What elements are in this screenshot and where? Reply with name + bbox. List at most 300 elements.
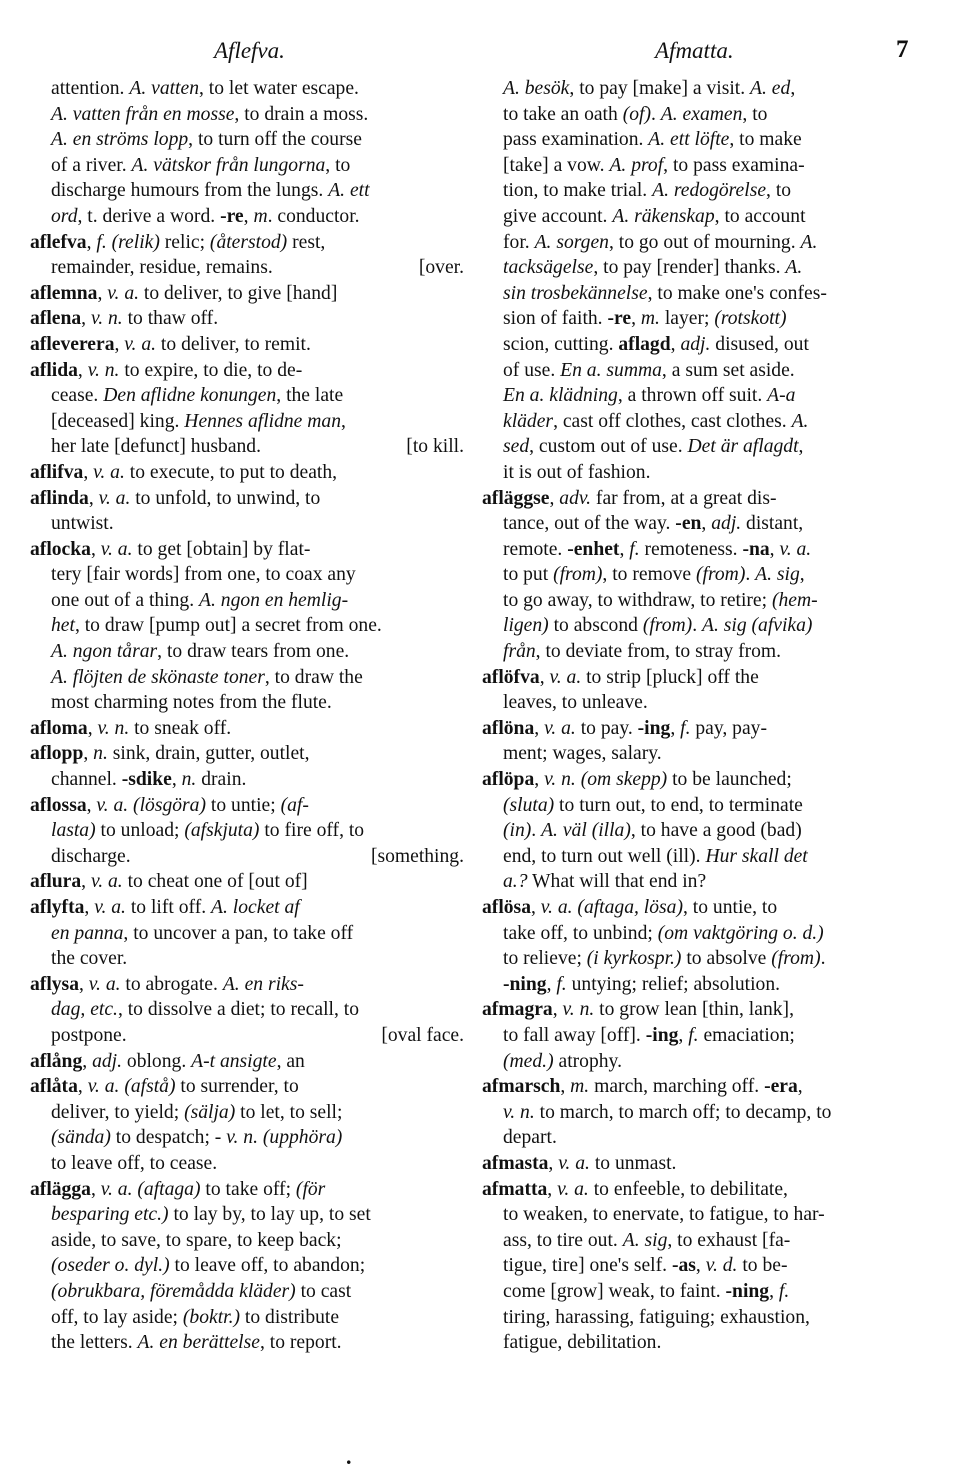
- text: , t. derive a word.: [77, 205, 221, 227]
- text: to leave off, to abandon;: [169, 1255, 366, 1277]
- entry-headword-line: [482, 767, 910, 793]
- text: , to account: [714, 205, 806, 227]
- italic-text: v. n.: [87, 359, 120, 381]
- text: ,: [670, 717, 681, 739]
- headword: aflinda: [30, 487, 89, 509]
- text: , to make: [729, 129, 802, 151]
- headword: -en: [675, 513, 702, 535]
- entry-line: [30, 153, 464, 179]
- italic-text: ligen): [503, 615, 549, 637]
- entry-headword-line: [482, 486, 910, 512]
- entry-line: [482, 76, 910, 102]
- italic-text: adv.: [559, 487, 592, 509]
- text: ,: [547, 1178, 558, 1200]
- italic-text: A. vatten från en mosse: [51, 103, 235, 125]
- italic-text: v. n.: [97, 717, 130, 739]
- italic-text: dag, etc.: [51, 999, 118, 1021]
- text: , the late: [276, 385, 344, 407]
- entry-line: [482, 741, 910, 767]
- headword: afmatta: [482, 1178, 548, 1200]
- text: to lift off.: [125, 897, 212, 918]
- entry-headword-line: [30, 793, 464, 819]
- headword: aflifva: [30, 461, 84, 483]
- text: ,: [539, 666, 550, 688]
- text: .: [692, 615, 702, 637]
- headword: aflöfva: [482, 666, 540, 688]
- italic-text: Hur skall det: [705, 845, 808, 867]
- text: ,: [530, 897, 541, 918]
- text: of use.: [503, 359, 561, 381]
- text: sink, drain, gutter, outlet,: [107, 743, 310, 765]
- text: to cast: [295, 1280, 352, 1302]
- entry-line: [30, 102, 464, 128]
- entry-headword-line: [30, 460, 464, 486]
- text: ,: [798, 436, 804, 458]
- text: ,: [86, 794, 97, 816]
- italic-text: Den aflidne konungen: [103, 385, 277, 407]
- text: remoteness.: [639, 538, 743, 560]
- headword: afmasta: [482, 1152, 549, 1174]
- italic-text: A. sig: [755, 564, 800, 586]
- italic-text: v. a. (afstå): [87, 1076, 176, 1098]
- headword: aflysa: [30, 973, 79, 995]
- headword: -ning: [503, 973, 547, 995]
- entry-line: [482, 690, 910, 716]
- text: , a thrown off suit.: [617, 385, 768, 407]
- text: , to: [325, 154, 351, 176]
- entry-headword-line: [30, 869, 464, 895]
- italic-text: v. n.: [90, 308, 123, 330]
- entry-headword-line: [30, 230, 464, 256]
- text: one out of a thing.: [51, 589, 200, 611]
- italic-text: v. d.: [705, 1255, 738, 1277]
- text: ,: [670, 333, 681, 355]
- italic-text: v. a.: [544, 717, 576, 739]
- text: ,: [97, 282, 108, 304]
- entry-headword-line: [482, 716, 910, 742]
- text: it is out of fashion.: [503, 461, 651, 483]
- text: end, to turn out well (ill).: [503, 845, 706, 867]
- text: , to deviate from, to stray from.: [535, 641, 782, 663]
- text: , to have a good (bad): [630, 820, 802, 842]
- text: , to draw the: [264, 666, 363, 688]
- italic-text: En a. klädning: [503, 385, 618, 407]
- text: ,: [769, 1280, 779, 1302]
- text: to weaken, to enervate, to fatigue, to har-: [503, 1204, 825, 1226]
- text: , to: [742, 103, 768, 125]
- entry-line: [482, 127, 910, 153]
- text: ,: [552, 999, 563, 1021]
- text: , to report.: [259, 1332, 342, 1354]
- italic-text: v. a.: [557, 1178, 589, 1200]
- italic-text: A. prof: [609, 154, 664, 176]
- entry-line: [482, 1253, 910, 1279]
- text: off, to lay aside;: [51, 1306, 183, 1328]
- text: of a river.: [51, 154, 132, 176]
- italic-text: A.: [800, 231, 818, 253]
- italic-text: m.: [570, 1076, 590, 1098]
- italic-text: A. flöjten de skönaste toner: [51, 666, 265, 688]
- text: ,: [341, 410, 346, 432]
- headword: afläggse: [482, 487, 550, 509]
- text: to deliver, to remit.: [156, 333, 311, 355]
- text: ,: [82, 1050, 93, 1072]
- text: ment; wages, salary.: [503, 743, 662, 765]
- entry-line: [482, 1100, 910, 1126]
- entry-headword-line: [482, 997, 910, 1023]
- text: What will that end in?: [527, 871, 707, 893]
- text: take off, to unbind;: [503, 922, 658, 944]
- text: ,: [549, 487, 560, 509]
- text: to expire, to die, to de-: [119, 359, 303, 381]
- text: discharge.: [51, 845, 131, 867]
- italic-text: A. sorgen: [534, 231, 609, 253]
- italic-text: (om vaktgöring o. d.): [657, 922, 824, 944]
- text: to unmast.: [589, 1152, 677, 1174]
- entry-line: [30, 997, 464, 1023]
- text: for.: [503, 231, 535, 253]
- text: pass examination.: [503, 129, 649, 151]
- entry-headword-line: [30, 1177, 464, 1203]
- text: to despatch; -: [110, 1127, 227, 1149]
- text: ,: [560, 1076, 571, 1098]
- text: to abscond: [548, 615, 643, 637]
- text: , to turn off the course: [188, 129, 362, 151]
- italic-text: A. en berättelse: [137, 1332, 260, 1354]
- italic-text: (of): [622, 103, 651, 125]
- entry-line: [482, 1049, 910, 1075]
- text: ,: [797, 1076, 803, 1098]
- entry-headword-line: [30, 537, 464, 563]
- text: to sneak off.: [129, 717, 232, 739]
- text: to enfeeble, to debilitate,: [588, 1178, 788, 1200]
- italic-text: f. (relik): [96, 231, 160, 253]
- italic-text: Hennes aflidne man: [184, 410, 342, 432]
- text: to be launched;: [667, 769, 792, 791]
- italic-text: (rotskott): [714, 308, 787, 330]
- entry-line: [482, 204, 910, 230]
- entry-headword-line: [30, 486, 464, 512]
- right-running-head: Afmatta.: [655, 38, 734, 63]
- italic-text: från: [503, 641, 536, 663]
- entry-headword-line: [30, 1074, 464, 1100]
- entry-line: [30, 383, 464, 409]
- entry-line: [482, 434, 910, 460]
- text: ,: [83, 743, 94, 765]
- italic-text: (hem-: [771, 589, 818, 611]
- italic-text: f.: [778, 1280, 790, 1302]
- entry-line: [30, 1100, 464, 1126]
- entry-headword-line: [482, 1151, 910, 1177]
- italic-text: A. redogörelse: [652, 180, 767, 202]
- text: to lay by, to lay up, to set: [168, 1204, 371, 1226]
- italic-text: adj.: [711, 513, 742, 535]
- italic-text: f.: [629, 538, 640, 560]
- text: , a sum set aside.: [661, 359, 795, 381]
- text: ,: [86, 231, 97, 253]
- page-number: 7: [896, 36, 909, 63]
- text: to thaw off.: [122, 308, 219, 330]
- italic-text: A. en riks-: [222, 973, 304, 995]
- entry-line: [482, 460, 910, 486]
- text: to grow lean [thin, lank],: [594, 999, 794, 1021]
- headword: aflopp: [30, 743, 84, 765]
- text: untying; relief; absolution.: [566, 973, 781, 995]
- entry-line: [482, 358, 910, 384]
- text: to let, to sell;: [235, 1101, 343, 1123]
- text: rest,: [287, 231, 326, 253]
- text: ,: [171, 769, 182, 791]
- italic-text: (sälja): [184, 1101, 236, 1123]
- text: leaves, to unleave.: [503, 692, 648, 714]
- italic-text: (sända): [51, 1127, 111, 1149]
- text: ,: [84, 897, 95, 918]
- text: ,: [90, 1178, 101, 1200]
- text: ,: [546, 973, 557, 995]
- text: tery [fair words] from one, to coax any: [51, 564, 356, 586]
- entry-line: [482, 1125, 910, 1151]
- entry-line: [30, 127, 464, 153]
- entry-line: [482, 639, 910, 665]
- entry-line: [30, 178, 464, 204]
- catchword: [oval face.: [381, 1024, 464, 1046]
- text: ,: [83, 461, 94, 483]
- headword: aflöna: [482, 717, 535, 739]
- text: ,: [81, 308, 91, 330]
- text: distant,: [741, 513, 804, 535]
- text: to abrogate.: [120, 973, 223, 995]
- italic-text: (sluta): [503, 794, 555, 816]
- text: pay, pay-: [690, 717, 767, 739]
- entry-line: [482, 793, 910, 819]
- text: depart.: [503, 1127, 557, 1149]
- text: deliver, to yield;: [51, 1101, 185, 1123]
- entry-line: [482, 869, 910, 895]
- text: remainder, residue, remains.: [51, 257, 273, 279]
- text: , to make one's confes-: [647, 282, 827, 304]
- text: ,: [78, 973, 89, 995]
- italic-text: A. räkenskap: [612, 205, 715, 227]
- italic-text: A. locket af: [211, 897, 300, 918]
- catchword: [to kill.: [406, 436, 464, 458]
- text: ,: [619, 538, 630, 560]
- entry-line: [482, 1202, 910, 1228]
- entry-headword-line: [30, 716, 464, 742]
- text: , an: [276, 1050, 305, 1072]
- text: to untie;: [206, 794, 281, 816]
- text: relic;: [159, 231, 210, 253]
- headword: aflefva: [30, 231, 87, 253]
- headword: aflemna: [30, 282, 98, 304]
- entry-line: [30, 409, 464, 435]
- text: scion, cutting.: [503, 333, 619, 355]
- text: to turn out, to end, to terminate: [554, 794, 803, 816]
- text: ,: [548, 1152, 559, 1174]
- text: ,: [631, 308, 641, 330]
- italic-text: A. ett löfte: [648, 129, 730, 151]
- italic-text: (obrukbara, föremådda kläder): [51, 1280, 296, 1302]
- italic-text: (återstod): [209, 231, 288, 253]
- text: ,: [243, 205, 254, 227]
- text: ,: [799, 564, 805, 586]
- entry-line: [482, 818, 910, 844]
- entry-line: [30, 434, 464, 460]
- entry-line: [30, 665, 464, 691]
- italic-text: (med.): [503, 1050, 554, 1072]
- entry-headword-line: [30, 281, 464, 307]
- text: discharge humours from the lungs.: [51, 180, 329, 202]
- headword: -sdike: [121, 769, 172, 791]
- headword: -re: [220, 205, 244, 227]
- italic-text: A. ed: [750, 78, 791, 99]
- italic-text: adj.: [680, 333, 711, 355]
- text: to take an oath: [503, 103, 623, 125]
- text: ,: [81, 871, 91, 893]
- headword: -enhet: [567, 538, 620, 560]
- italic-text: v. a.: [98, 487, 131, 509]
- italic-text: (in): [503, 820, 532, 842]
- entry-line: [482, 1330, 910, 1356]
- italic-text: A. vatten: [129, 78, 199, 99]
- text: , to let water escape.: [199, 78, 359, 99]
- italic-text: v. a. (lösgöra): [96, 794, 206, 816]
- text: to get [obtain] by flat-: [132, 538, 311, 560]
- text: ,: [77, 359, 88, 381]
- text: to surrender, to: [175, 1076, 299, 1098]
- italic-text: v. n.: [503, 1101, 535, 1123]
- text: to march, to march off; to decamp, to: [534, 1101, 832, 1123]
- italic-text: v. a.: [94, 897, 126, 918]
- italic-text: f.: [680, 717, 691, 739]
- italic-text: kläder: [503, 410, 554, 432]
- text: to fire off, to: [259, 820, 365, 842]
- italic-text: het: [51, 615, 75, 637]
- entry-line: [30, 588, 464, 614]
- text: layer;: [659, 308, 715, 330]
- text: .: [745, 564, 756, 586]
- text: to cheat one of [out of]: [122, 871, 308, 893]
- catchword: [over.: [418, 257, 464, 279]
- text: ,: [88, 487, 99, 509]
- entry-line: [482, 102, 910, 128]
- text: to unfold, to unwind, to: [130, 487, 321, 509]
- headword: aflagd: [618, 333, 671, 355]
- headword: aflyfta: [30, 897, 85, 918]
- italic-text: A. sig (afvika): [702, 615, 813, 637]
- text: come [grow] weak, to faint.: [503, 1280, 726, 1302]
- page-header: [0, 32, 976, 72]
- entry-line: [30, 639, 464, 665]
- text: to absolve: [681, 948, 772, 970]
- text: tance, out of the way.: [503, 513, 676, 535]
- italic-text: A. en ströms lopp: [51, 129, 189, 151]
- catchword: [something.: [370, 845, 464, 867]
- entry-line: [30, 511, 464, 537]
- headword: aflura: [30, 871, 82, 893]
- entry-headword-line: [30, 306, 464, 332]
- italic-text: f.: [688, 1024, 699, 1046]
- text: ,: [90, 538, 101, 560]
- text: [take] a vow.: [503, 154, 610, 176]
- headword: aflena: [30, 308, 82, 330]
- headword: afleverera: [30, 333, 115, 355]
- text: ,: [790, 78, 796, 99]
- entry-headword-line: [482, 665, 910, 691]
- text: to put: [503, 564, 554, 586]
- text: ,: [534, 717, 545, 739]
- entry-line: [30, 1228, 464, 1254]
- headword: -ing: [645, 1024, 679, 1046]
- italic-text: sed: [503, 436, 530, 458]
- italic-text: m: [253, 205, 268, 227]
- italic-text: (from): [642, 615, 693, 637]
- text: cease.: [51, 385, 104, 407]
- text: , custom out of use.: [529, 436, 688, 458]
- text: the letters.: [51, 1332, 138, 1354]
- headword: -ning: [725, 1280, 770, 1302]
- text: tiring, harassing, fatiguing; exhaustion,: [503, 1306, 810, 1328]
- italic-text: A-a: [767, 385, 796, 407]
- text: drain.: [196, 769, 247, 791]
- entry-line: [30, 690, 464, 716]
- entry-line: [482, 383, 910, 409]
- italic-text: tacksägelse: [503, 257, 594, 279]
- text: to deliver, to give [hand]: [139, 282, 338, 304]
- entry-line: [482, 230, 910, 256]
- italic-text: (oseder o. dyl.): [51, 1255, 170, 1277]
- italic-text: A.: [791, 410, 809, 432]
- italic-text: v. a.: [88, 973, 121, 995]
- italic-text: (from): [553, 564, 603, 586]
- italic-text: en panna: [51, 922, 124, 944]
- italic-text: A. besök: [503, 78, 570, 99]
- text: channel.: [51, 769, 122, 791]
- entry-line: [30, 818, 464, 844]
- entry-line: [482, 511, 910, 537]
- headword: -na: [742, 538, 770, 560]
- text: sion of faith.: [503, 308, 608, 330]
- entry-headword-line: [30, 332, 464, 358]
- entry-line: [30, 1202, 464, 1228]
- text: most charming notes from the flute.: [51, 692, 332, 714]
- italic-text: En a. summa: [560, 359, 662, 381]
- italic-text: f.: [556, 973, 567, 995]
- text: far from, at a great dis-: [591, 487, 777, 509]
- text: her late [defunct] husband.: [51, 436, 262, 458]
- entry-headword-line: [30, 1049, 464, 1075]
- text: , to dissolve a diet; to recall, to: [117, 999, 359, 1021]
- entry-headword-line: [30, 895, 464, 921]
- headword: aflösa: [482, 897, 531, 918]
- entry-line: [482, 1305, 910, 1331]
- italic-text: v. a.: [107, 282, 140, 304]
- text: , to go out of mourning.: [608, 231, 801, 253]
- text: remote.: [503, 538, 568, 560]
- right-column: [482, 76, 910, 1356]
- entry-line: [30, 844, 464, 870]
- italic-text: A. ett: [328, 180, 370, 202]
- entry-line: [482, 562, 910, 588]
- headword: aflåta: [30, 1076, 78, 1098]
- text: , to pay [make] a visit.: [569, 78, 751, 99]
- italic-text: v. a.: [100, 538, 133, 560]
- italic-text: (boktr.): [182, 1306, 241, 1328]
- entry-line: [30, 613, 464, 639]
- text: , cast off clothes, cast clothes.: [553, 410, 792, 432]
- headword: aflägga: [30, 1178, 91, 1200]
- entry-line: [482, 844, 910, 870]
- entry-line: [30, 1151, 464, 1177]
